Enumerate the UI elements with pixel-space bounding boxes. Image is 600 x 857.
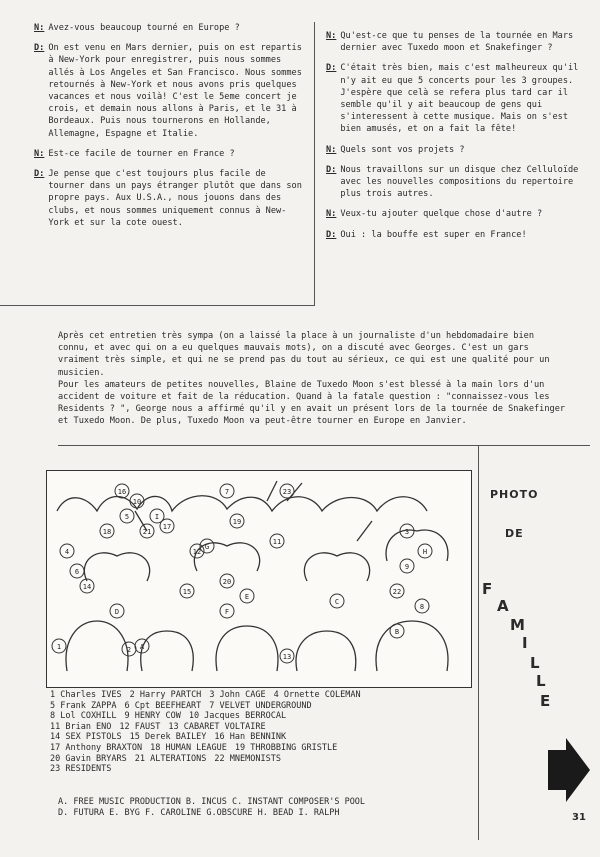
person-marker <box>180 584 194 598</box>
legend-row <box>50 732 480 743</box>
legend-entry: 16 Han BENNINK <box>214 732 287 743</box>
person-marker <box>240 589 254 603</box>
legend-entry: 13 CABARET VOLTAIRE <box>168 721 266 732</box>
figure-outline <box>386 530 448 561</box>
person-marker <box>418 544 432 558</box>
person-marker-label: 3 <box>404 528 410 536</box>
person-marker <box>230 514 244 528</box>
figure-outline <box>376 621 448 671</box>
legend-entry: 19 THROBBING GRISTLE <box>234 742 338 753</box>
person-marker <box>415 599 429 613</box>
interview-right-column <box>326 30 588 249</box>
closing-paragraph-1: Après cet entretien très sympa (on a laissé la place à un journaliste d'un hebdomadaire bien connu, et avec qui on a eu quelques mauvais mots), on a discuté avec Georges. C'est un gars vraiment très simple, et qui ne se prend pas du tout au sérieux, ce qui est une qualité pour un musicien. <box>58 331 550 378</box>
person-marker-label: 18 <box>102 528 112 536</box>
legend-entry: 17 Anthony BRAXTON <box>50 742 143 753</box>
person-marker-label: 20 <box>222 578 232 586</box>
person-marker <box>135 639 149 653</box>
legend-entry: 14 SEX PISTOLS <box>50 732 122 743</box>
person-marker <box>220 604 234 618</box>
famille-letter: L <box>536 672 546 690</box>
closing-paragraph-2: Pour les amateurs de petites nouvelles, Blaine de Tuxedo Moon s'est blessé à la main lors d'un accident de voiture et fait de la réducation. Quand à la fatale question : "connaissez-vous les Residents ? ", George nous a affirmé qu'il y en avait un présent lors de la tournée de Snakefinger et Tuxedo Moon. De plus, Tuxedo Moon va peut-être tourner en Europe en Janvier. <box>58 379 566 427</box>
famille-letter: L <box>530 654 540 672</box>
label-row: D. FUTURA E. BYG F. CAROLINE G.OBSCURE H. BEAD I. RALPH <box>58 808 340 818</box>
person-marker-label: 21 <box>142 528 152 536</box>
interview-left-column <box>34 22 306 237</box>
column-divider <box>314 22 315 305</box>
person-marker <box>100 524 114 538</box>
person-marker-label: 16 <box>117 488 127 496</box>
legend-entry: 9 HENRY COW <box>124 711 181 722</box>
speaker-label: N: <box>34 148 45 159</box>
interview-text: Qu'est-ce que tu penses de la tournée en Mars dernier avec Tuxedo moon et Snakefinger ? <box>340 31 574 54</box>
legend-entry: 15 Derek BAILEY <box>129 732 207 743</box>
person-marker-label: G <box>204 543 210 551</box>
legend-row <box>50 711 480 722</box>
person-marker <box>140 524 154 538</box>
person-marker-label: 14 <box>82 583 92 591</box>
section-rule <box>58 445 590 446</box>
person-marker-label: 5 <box>124 513 130 521</box>
speaker-label: D: <box>34 43 45 54</box>
page-number: 31 <box>572 812 586 823</box>
sidebar-rule <box>478 445 479 840</box>
famille-letter: M <box>510 616 525 634</box>
person-marker <box>122 642 136 656</box>
figure-outline <box>296 631 356 671</box>
interview-text: Je pense que c'est toujours plus facile de tourner dans un pays étranger plutôt que dans son propre pays. Aux U.S.A., nous jouons dans des clubs, et nous sommes uniquement connus à New-York et sur la cote ouest. <box>48 169 302 228</box>
photo-title-de: DE <box>505 527 524 540</box>
legend-entry: 23 RESIDENTS <box>50 764 112 775</box>
figure-outline <box>304 553 369 581</box>
interview-entry <box>326 229 588 241</box>
family-drawing-svg <box>47 471 471 687</box>
interview-text: On est venu en Mars dernier, puis on est repartis à New-York pour enregistrer, puis nous sommes allés à Los Angeles et San Francisco. Nous sommes retournés à New-York et nous avons pris quelques vacances et nous voilà! C'est le 5eme concert je crois, et demain nous allons à Paris, et le 31 à Bordeaux. Puis nous tournerons en Hollande, Allemagne, Espagne et Italie. <box>48 43 302 139</box>
person-marker-label: 17 <box>162 523 172 531</box>
person-marker <box>280 484 294 498</box>
legend-entry: 6 Cpt BEEFHEART <box>124 700 202 711</box>
figure-outline <box>84 553 149 581</box>
famille-letter: F <box>482 580 493 598</box>
legend-entry: 4 Ornette COLEMAN <box>273 690 361 700</box>
legend-entry: 20 Gavin BRYARS <box>50 753 127 764</box>
person-marker <box>390 584 404 598</box>
person-marker-label: 22 <box>392 588 402 596</box>
column-bottom-rule <box>0 305 315 306</box>
speaker-label: D: <box>326 164 337 175</box>
person-marker-label: F <box>224 608 230 616</box>
person-marker <box>280 649 294 663</box>
speaker-label: N: <box>34 23 45 33</box>
label-list <box>58 797 488 819</box>
legend-entry: 18 HUMAN LEAGUE <box>150 742 227 753</box>
person-marker <box>400 559 414 573</box>
interview-entry <box>34 42 306 140</box>
person-marker <box>220 484 234 498</box>
person-marker-label: B <box>394 628 400 636</box>
person-marker-label: 23 <box>282 488 292 496</box>
interview-text: Est-ce facile de tourner en France ? <box>48 148 235 159</box>
speaker-label: N: <box>326 31 337 41</box>
closing-paragraph <box>58 330 568 428</box>
interview-text: Avez-vous beaucoup tourné en Europe ? <box>48 23 240 33</box>
figure-outline <box>141 631 194 671</box>
interview-entry <box>326 164 588 201</box>
legend-entry: 2 Harry PARTCH <box>129 690 202 700</box>
interview-entry <box>326 144 588 156</box>
interview-entry <box>34 148 306 160</box>
famille-letter: A <box>497 597 509 615</box>
arrow-right-icon <box>548 738 590 802</box>
interview-text: Nous travaillons sur un disque chez Celluloïde avec les nouvelles compositions du repertoire plus trois autres. <box>340 164 579 200</box>
person-marker <box>70 564 84 578</box>
legend-entry: 10 Jacques BERROCAL <box>188 711 287 722</box>
person-marker <box>150 509 164 523</box>
person-marker <box>390 624 404 638</box>
famille-letter: E <box>540 692 551 710</box>
legend-row <box>50 754 480 765</box>
legend-row <box>50 701 480 712</box>
person-marker-label: 19 <box>232 518 242 526</box>
figure-outline <box>216 626 278 671</box>
person-marker-label: 6 <box>74 568 80 576</box>
interview-text: C'était très bien, mais c'est malheureux qu'il n'y ait eu que 5 concerts pour les 3 groupes. J'espère que celà se refera plus tard car il semble qu'il y ait beaucoup de gens qui s'interessent à cette musique. Mais on s'est bien amusés, et on a fait la fête! <box>340 63 579 135</box>
person-marker-label: 12 <box>192 548 202 556</box>
speaker-label: D: <box>326 63 337 74</box>
person-marker-label: 13 <box>282 653 292 661</box>
person-marker-label: 10 <box>132 498 142 506</box>
label-row: A. FREE MUSIC PRODUCTION B. INCUS C. INSTANT COMPOSER'S POOL <box>58 797 366 807</box>
legend-entry: 3 John CAGE <box>209 690 266 700</box>
person-marker <box>52 639 66 653</box>
family-drawing <box>46 470 472 688</box>
speaker-label: N: <box>326 209 337 220</box>
interview-text: Oui : la bouffe est super en France! <box>340 229 527 240</box>
speaker-label: N: <box>326 144 337 155</box>
legend-entry: 7 VELVET UNDERGROUND <box>209 700 312 711</box>
interview-entry <box>326 30 588 54</box>
person-marker-label: A <box>139 643 145 651</box>
person-marker-label: 11 <box>272 538 282 546</box>
person-marker-label: H <box>422 548 428 556</box>
person-marker-label: 7 <box>224 488 230 496</box>
person-marker-label: C <box>334 598 340 606</box>
person-marker-label: E <box>244 593 250 601</box>
legend-entry: 1 Charles IVES <box>50 690 122 700</box>
person-marker <box>120 509 134 523</box>
interview-entry <box>326 208 588 220</box>
interview-text: Veux-tu ajouter quelque chose d'autre ? <box>340 209 543 220</box>
figure-outline <box>66 621 128 671</box>
person-marker <box>330 594 344 608</box>
legend-row <box>50 764 480 775</box>
person-marker <box>110 604 124 618</box>
legend-entry: 5 Frank ZAPPA <box>50 700 117 711</box>
speaker-label: D: <box>34 169 45 180</box>
legend-row <box>50 690 480 701</box>
person-marker-label: 15 <box>182 588 192 596</box>
famille-letter: I <box>522 634 528 652</box>
person-marker <box>60 544 74 558</box>
interview-entry <box>34 22 306 34</box>
legend-entry: 8 Lol COXHILL <box>50 711 117 722</box>
speaker-label: D: <box>326 229 337 240</box>
legend-entry: 11 Brian ENO <box>50 721 112 732</box>
person-marker-label: 2 <box>126 646 132 654</box>
legend-row <box>50 722 480 733</box>
photo-title-photo: PHOTO <box>490 488 539 501</box>
legend-row <box>50 743 480 754</box>
legend-entry: 22 MNEMONISTS <box>214 753 281 764</box>
legend-entry: 21 ALTERATIONS <box>134 753 207 764</box>
interview-text: Quels sont vos projets ? <box>340 144 465 155</box>
person-marker <box>130 494 144 508</box>
person-marker <box>115 484 129 498</box>
interview-entry <box>326 62 588 135</box>
person-marker <box>270 534 284 548</box>
legend-list <box>50 690 480 775</box>
person-marker-label: 4 <box>64 548 70 556</box>
top-heads-outline <box>57 496 427 511</box>
interview-entry <box>34 168 306 229</box>
person-marker-label: 9 <box>404 563 410 571</box>
person-marker-label: D <box>114 608 120 616</box>
person-marker-label: 1 <box>56 643 62 651</box>
person-marker-label: I <box>154 513 160 521</box>
person-marker <box>220 574 234 588</box>
person-marker <box>80 579 94 593</box>
legend-entry: 12 FAUST <box>119 721 161 732</box>
person-marker-label: 8 <box>419 603 425 611</box>
